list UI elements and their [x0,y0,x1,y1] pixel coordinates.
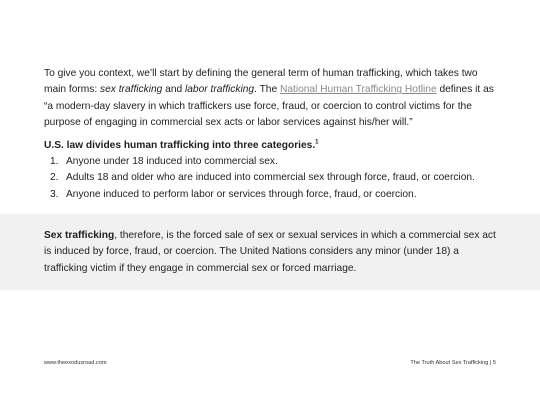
list-item [44,187,475,203]
list-item-text: Anyone under 18 induced into commercial sex. [66,156,278,167]
list-item-number: 1. [50,156,59,167]
footnote-marker: 1 [315,139,319,146]
law-heading-text: U.S. law divides human trafficking into three categories. [44,140,316,151]
list-item-text: Adults 18 and older who are induced into commercial sex through force, fraud, or coercion. [66,172,475,184]
callout-term: Sex trafficking [44,230,115,241]
intro-text-and: and [162,84,185,96]
callout-paragraph [44,228,500,277]
intro-text-3: defines it as “a modern-day slavery in which traffickers use force, fraud, or coercion to control victims for the purpose of engaging in commercial sex acts or labor services against his/her will.” [44,84,494,128]
footer-page-label: The Truth About Sex Trafficking | 5 [410,360,496,366]
definition-callout [0,214,540,290]
intro-paragraph [44,66,496,131]
term-labor-trafficking: labor trafficking [185,84,255,96]
list-item [44,154,475,170]
hotline-link[interactable]: National Human Trafficking Hotline [279,84,437,96]
list-item-text: Anyone induced to perform labor or services through force, fraud, or coercion. [66,188,417,200]
term-sex-trafficking: sex trafficking [100,84,163,96]
list-item-number: 2. [50,172,59,184]
intro-text-2: . The [254,84,280,96]
footer-website: www.theexodusroad.com [44,360,107,366]
callout-text: , therefore, is the forced sale of sex or sexual services in which a commercial sex act is induced by force, fraud, or coercion. The United Nations considers any minor (under 18) a trafficking victim if they engage in commercial sex or forced marriage. [44,230,496,274]
law-heading [44,138,319,154]
intro-text-1: To give you context, we’ll start by defining the general term of human trafficking, which takes two main forms: [44,68,478,96]
list-item-number: 3. [50,188,59,200]
law-categories-list [44,154,475,203]
list-item [44,170,475,186]
